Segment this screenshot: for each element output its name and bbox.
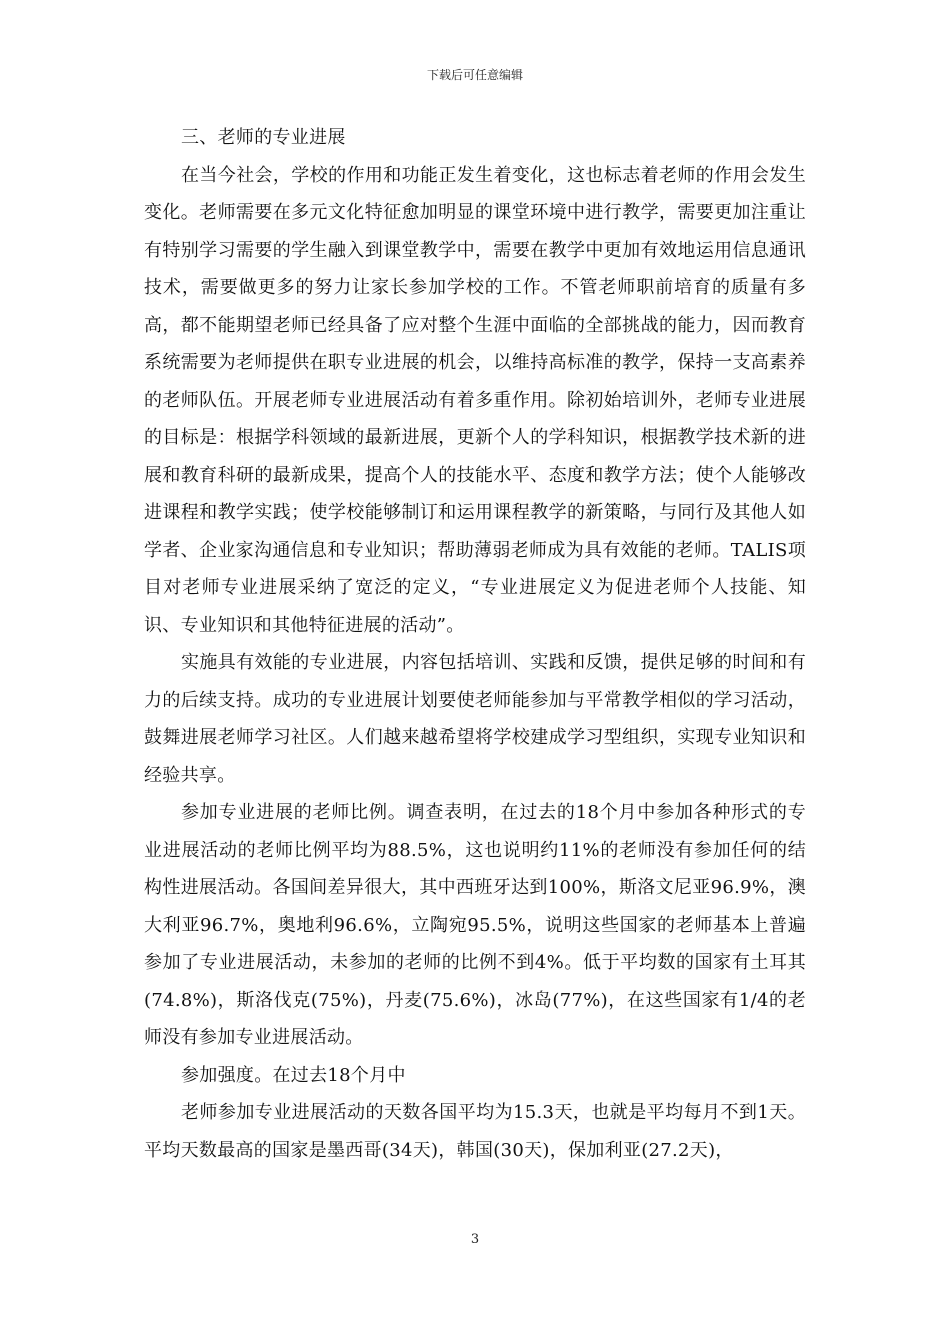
page-header: 下载后可任意编辑 xyxy=(426,68,523,82)
paragraph-effective-development: 实施具有效能的专业进展，内容包括培训、实践和反馈，提供足够的时间和有力的后续支持。成功的专业进展计划要使老师能参加与平常教学相似的学习活动，鼓舞进展老师学习社区。人们越来越希望将学校建成学习型组织，实现专业知识和经验共享。 xyxy=(144,652,806,786)
paragraph-participation-rate: 参加专业进展的老师比例。调查表明，在过去的18个月中参加各种形式的专业进展活动的老师比例平均为88.5%，这也说明约11%的老师没有参加任何的结构性进展活动。各国间差异很大，其中西班牙达到100%，斯洛文尼亚96.9%，澳大利亚96.7%，奥地利96.6%，立陶宛95.5%，说明这些国家的老师基本上普遍参加了专业进展活动，未参加的老师的比例不到4%。低于平均数的国家有土耳其(74.8%)，斯洛伐克(75%)，丹麦(75.6%)，冰岛(77%)，在这些国家有1/4的老师没有参加专业进展活动。 xyxy=(144,802,806,1048)
paragraph-average-days: 老师参加专业进展活动的天数各国平均为15.3天，也就是平均每月不到1天。平均天数最高的国家是墨西哥(34天)，韩国(30天)，保加利亚(27.2天)， xyxy=(144,1102,806,1161)
section-heading: 三、老师的专业进展 xyxy=(181,127,346,148)
paragraph-teacher-role: 在当今社会，学校的作用和功能正发生着变化，这也标志着老师的作用会发生变化。老师需要在多元文化特征愈加明显的课堂环境中进行教学，需要更加注重让有特别学习需要的学生融入到课堂教学中，需要在教学中更加有效地运用信息通讯技术，需要做更多的努力让家长参加学校的工作。不管老师职前培育的质量有多高，都不能期望老师已经具备了应对整个生涯中面临的全部挑战的能力，因而教育系统需要为老师提供在职专业进展的机会，以维持高标准的教学，保持一支高素养的老师队伍。开展老师专业进展活动有着多重作用。除初始培训外，老师专业进展的目标是：根据学科领域的最新进展，更新个人的学科知识，根据教学技术新的进展和教育科研的最新成果，提高个人的技能水平、态度和教学方法；使个人能够改进课程和教学实践；使学校能够制订和运用课程教学的新策略，与同行及其他人如学者、企业家沟通信息和专业知识；帮助薄弱老师成为具有效能的老师。TALIS项目对老师专业进展采纳了宽泛的定义，“专业进展定义为促进老师个人技能、知识、专业知识和其他特征进展的活动”。 xyxy=(144,164,806,636)
page-number: 3 xyxy=(470,1232,480,1247)
document-body xyxy=(144,119,806,1169)
paragraph-participation-intensity: 参加强度。在过去18个月中 xyxy=(181,1064,406,1086)
